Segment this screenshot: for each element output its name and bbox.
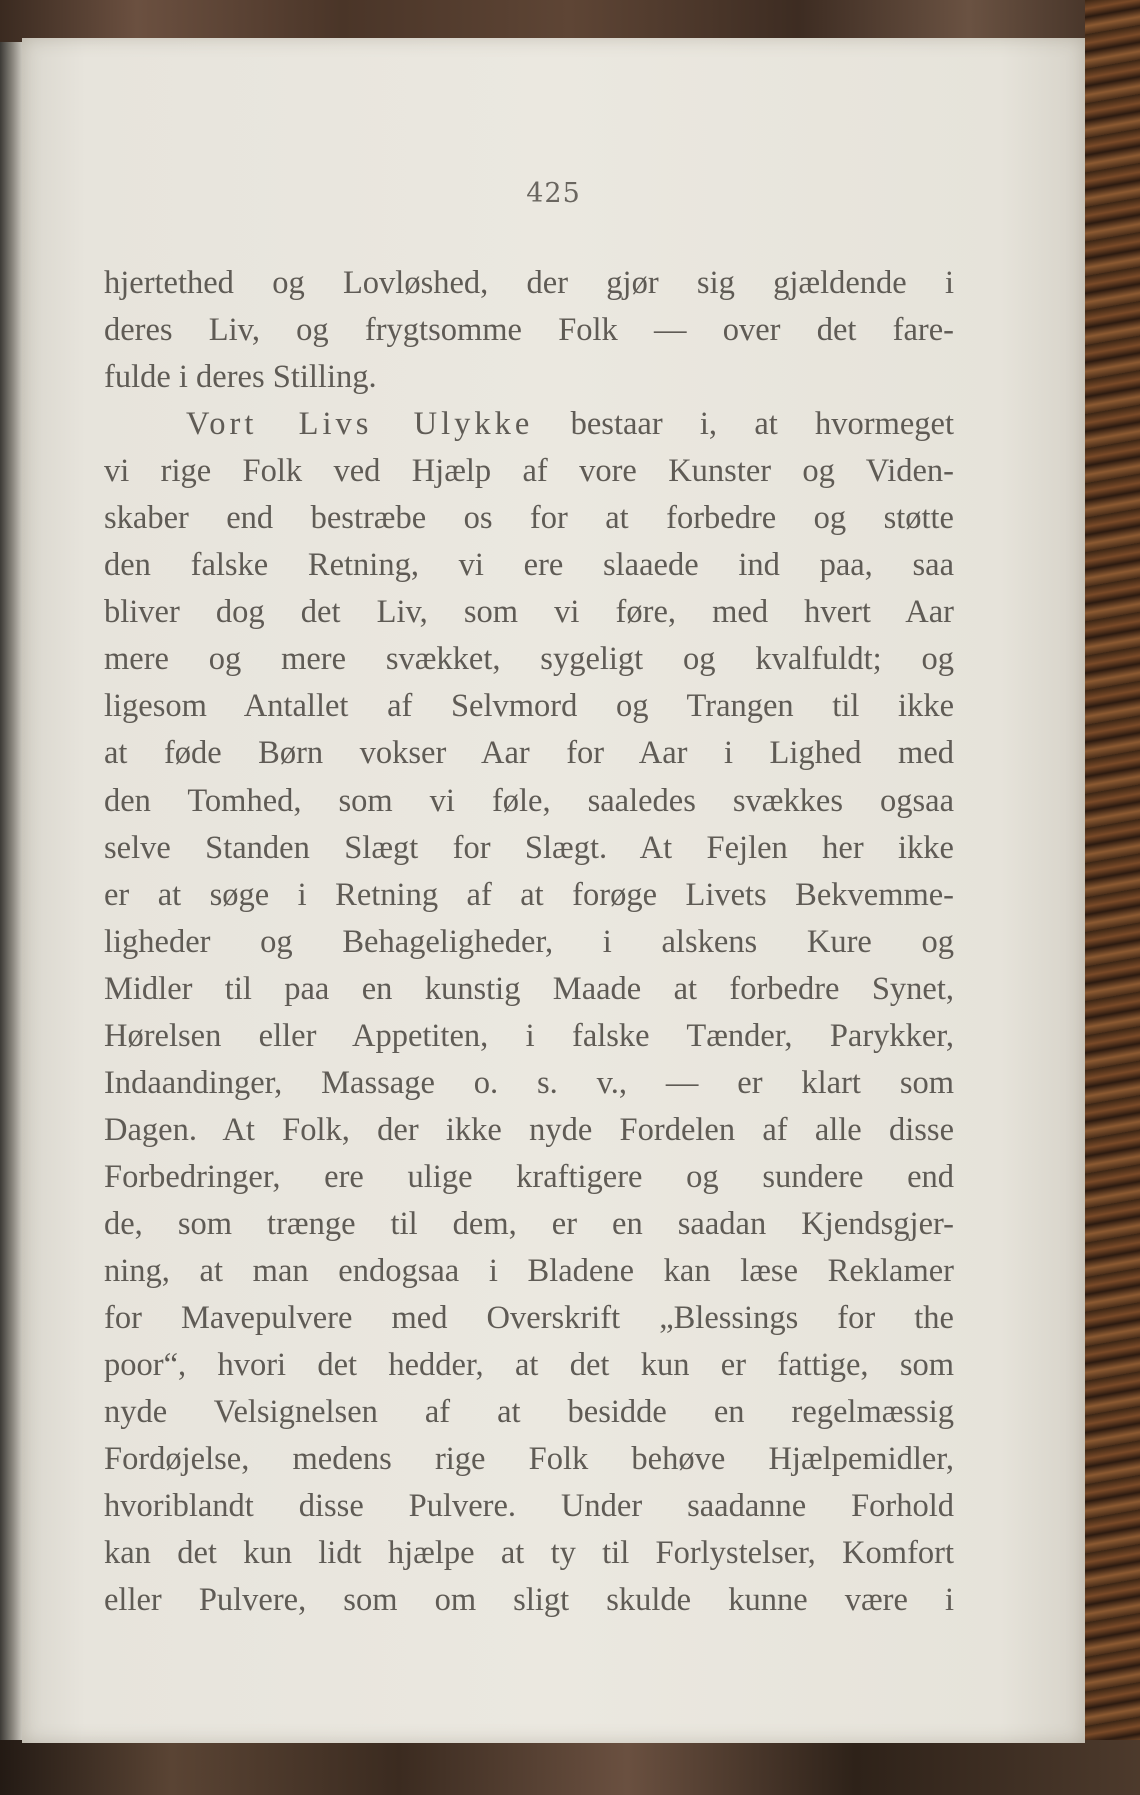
text-line: kan det kun lidt hjælpe at ty til Forlystelser, Komfort [104, 1535, 954, 1572]
left-page-edge [0, 0, 22, 1795]
text-line: Dagen. At Folk, der ikke nyde Fordelen af alle disse [104, 1111, 954, 1148]
text-line: mere og mere svækket, sygeligt og kvalfuldt; og [104, 641, 954, 678]
text-line: den falske Retning, vi ere slaaede ind paa, saa [104, 547, 954, 584]
text-line: bliver dog det Liv, som vi føre, med hvert Aar [104, 594, 954, 631]
body-text [104, 260, 954, 1624]
text-line: at føde Børn vokser Aar for Aar i Lighed med [104, 735, 954, 772]
bottom-binding-edge [0, 1740, 1140, 1795]
text-line: den Tomhed, som vi føle, saaledes svækkes ogsaa [104, 782, 954, 819]
text-line: Fordøjelse, medens rige Folk behøve Hjælpemidler, [104, 1441, 954, 1478]
text-line-rest: bestaar i, at hvormeget [570, 406, 955, 443]
text-line: Hørelsen eller Appetiten, i falske Tænder, Parykker, [104, 1017, 954, 1054]
text-line: poor“, hvori det hedder, at det kun er fattige, som [104, 1347, 954, 1384]
marbled-cover-edge [1085, 0, 1140, 1795]
text-line: ligesom Antallet af Selvmord og Trangen til ikke [104, 688, 954, 725]
top-binding-edge [0, 0, 1140, 42]
paper-page [22, 38, 1085, 1743]
text-line: hjertethed og Lovløshed, der gjør sig gjældende i [104, 265, 954, 301]
text-line: Forbedringer, ere ulige kraftigere og sundere end [104, 1158, 954, 1195]
text-line [104, 401, 954, 448]
text-line: Midler til paa en kunstig Maade at forbedre Synet, [104, 970, 954, 1007]
text-line: fulde i deres Stilling. [104, 359, 377, 396]
text-line: de, som trænge til dem, er en saadan Kjendsgjer- [104, 1205, 954, 1242]
text-line: for Mavepulvere med Overskrift „Blessings for the [104, 1300, 954, 1337]
text-line: ligheder og Behageligheder, i alskens Kure og [104, 923, 954, 960]
text-line: eller Pulvere, som om sligt skulde kunne være i [104, 1582, 954, 1619]
text-line: selve Standen Slægt for Slægt. At Fejlen her ikke [104, 829, 954, 866]
page-number: 425 [526, 178, 581, 209]
spaced-phrase: Vort Livs Ulykke [186, 406, 534, 443]
text-line: nyde Velsignelsen af at besidde en regelmæssig [104, 1394, 954, 1431]
text-line: deres Liv, og frygtsomme Folk — over det fare- [104, 312, 954, 349]
text-line: Indaandinger, Massage o. s. v., — er klart som [104, 1064, 954, 1101]
text-line: hvoriblandt disse Pulvere. Under saadanne Forhold [104, 1488, 954, 1525]
text-line: skaber end bestræbe os for at forbedre og støtte [104, 500, 954, 537]
text-line: ning, at man endogsaa i Bladene kan læse Reklamer [104, 1252, 954, 1289]
text-line: er at søge i Retning af at forøge Livets Bekvemme- [104, 876, 954, 913]
text-line: vi rige Folk ved Hjælp af vore Kunster og Viden- [104, 453, 954, 490]
